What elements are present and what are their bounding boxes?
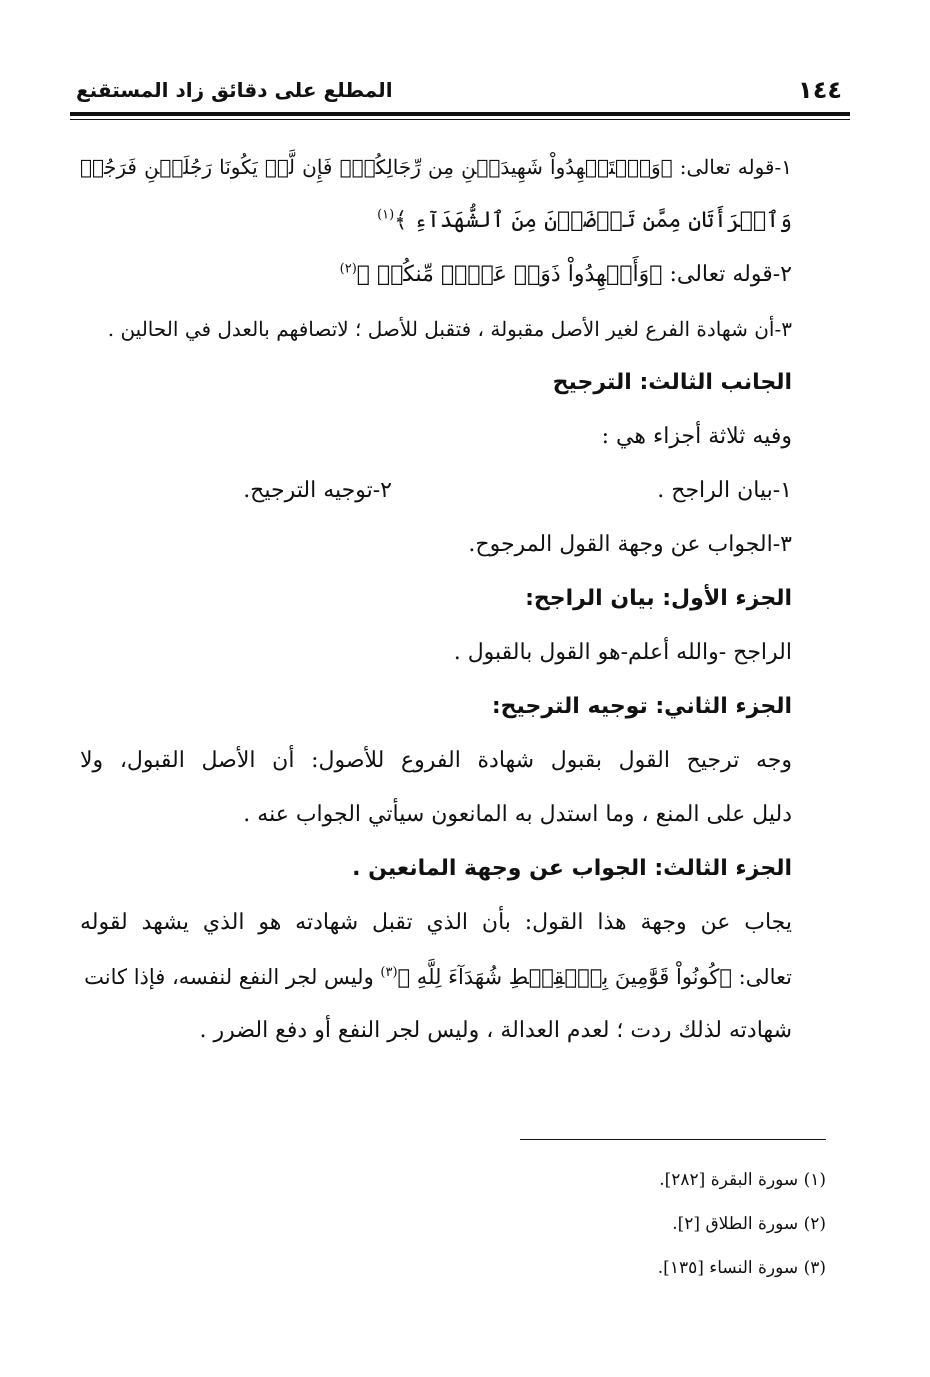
footnote-3: (٣) سورة النساء [١٣٥]. xyxy=(657,1258,826,1278)
part-3-text-line-3: شهادته لذلك ردت ؛ لعدم العدالة ، وليس لجر النفع أو دفع الضرر . xyxy=(199,1018,792,1043)
footnote-2: (٢) سورة الطلاق [٢]. xyxy=(672,1214,826,1234)
part-2-text-line-2: دليل على المنع ، وما استدل به المانعون سيأتي الجواب عنه . xyxy=(243,802,792,827)
part-3-text-line-2 xyxy=(80,950,792,1004)
evidence-2 xyxy=(80,248,792,302)
part-1-item: ١-بيان الراجح . xyxy=(657,478,792,503)
part-3-text-line-2a: تعالى: ﴿كُونُواْ قَوَّٰمِينَ بِٱلۡقِسۡطِ شُهَدَآءَ لِلَّهِ ﴾ xyxy=(397,965,792,989)
part-3-text-line-1: يجاب عن وجهة هذا القول: بأن الذي تقبل شهادته هو الذي يشهد لقوله xyxy=(80,910,792,935)
page-header xyxy=(70,72,850,108)
evidence-1-line-1: ١-قوله تعالى: ﴿وَٱسۡتَشۡهِدُواْ شَهِيدَيۡنِ مِن رِّجَالِكُمۡۖ فَإِن لَّمۡ يَكُونَا رَجُلَيۡنِ فَرَجُلٞ xyxy=(80,155,792,179)
footnote-ref-3: (٣) xyxy=(380,965,398,980)
parts-list-row xyxy=(80,464,792,518)
footnote-separator xyxy=(520,1139,826,1140)
evidence-3: ٣-أن شهادة الفرع لغير الأصل مقبولة ، فتقبل للأصل ؛ لاتصافهم بالعدل في الحالين . xyxy=(107,317,792,341)
evidence-1-line-2 xyxy=(80,194,792,248)
evidence-2-text: ٢-قوله تعالى: ﴿وَأَشۡهِدُواْ ذَوَيۡ عَدۡلٖ مِّنكُمۡ ﴾ xyxy=(356,262,792,287)
part-3-heading: الجزء الثالث: الجواب عن وجهة المانعين . xyxy=(352,856,792,881)
part-3-text-line-2b: وليس لجر النفع لنفسه، فإذا كانت xyxy=(84,965,381,989)
footnotes xyxy=(226,1158,826,1290)
part-3-item: ٣-الجواب عن وجهة القول المرجوح. xyxy=(468,532,792,557)
parts-intro: وفيه ثلاثة أجزاء هي : xyxy=(601,424,792,449)
running-title: المطلع على دقائق زاد المستقنع xyxy=(76,78,393,102)
header-rule-thin xyxy=(70,119,850,120)
section-heading: الجانب الثالث: الترجيح xyxy=(552,370,792,395)
header-rule-thick xyxy=(70,112,850,116)
part-2-heading: الجزء الثاني: توجيه الترجيح: xyxy=(491,694,792,719)
part-2-text-line-1: وجه ترجيح القول بقبول شهادة الفروع للأصول: أن الأصل القبول، ولا xyxy=(80,748,792,773)
main-text xyxy=(80,140,792,1058)
footnote-ref-1: (١) xyxy=(377,207,395,223)
page-number: ١٤٤ xyxy=(798,76,842,104)
part-1-text: الراجح -والله أعلم-هو القول بالقبول . xyxy=(453,640,792,665)
footnote-1: (١) سورة البقرة [٢٨٢]. xyxy=(659,1170,826,1190)
footnote-ref-2: (٢) xyxy=(339,261,357,277)
part-2-item: ٢-توجيه الترجيح. xyxy=(243,478,392,503)
part-1-heading: الجزء الأول: بيان الراجح: xyxy=(525,586,792,611)
evidence-1-line-2-text: وَٱمۡرَأَتَانِ مِمَّن تَرۡضَوۡنَ مِنَ ٱلشُّهَدَآءِ ﴾ xyxy=(394,208,792,233)
